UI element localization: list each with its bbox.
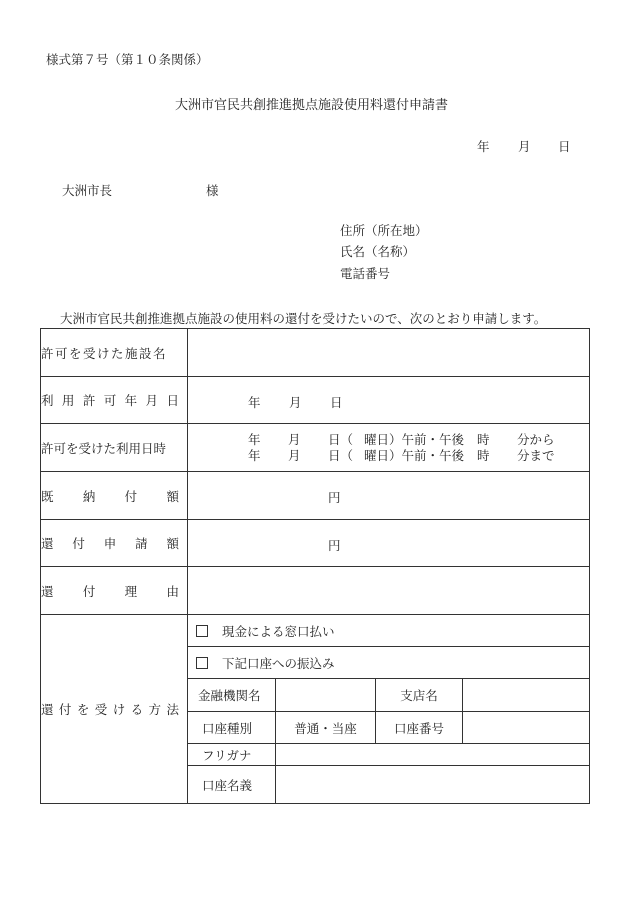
usage-to-line: 年 月 日（ 曜日）午前・午後 時 分まで	[248, 447, 555, 463]
account-number-input[interactable]	[463, 712, 590, 744]
date-month: 月	[518, 139, 531, 154]
facility-input[interactable]	[188, 329, 590, 377]
row-refund-amount	[41, 520, 590, 567]
form-title: 大洲市官民共創推進拠点施設使用料還付申請書	[175, 98, 449, 113]
permit-day: 日	[330, 395, 343, 410]
permit-year: 年	[248, 395, 261, 410]
permit-date-input[interactable]	[188, 377, 590, 424]
account-holder-label: 口座名義	[188, 766, 276, 804]
applicant-address-label: 住所（所在地）	[340, 223, 428, 238]
refund-reason-input[interactable]	[188, 567, 590, 615]
account-type-value[interactable]: 普通・当座	[276, 712, 376, 744]
option-transfer[interactable]: 下記口座への振込み	[188, 647, 590, 679]
row-method-cash	[41, 615, 590, 647]
row-usage-datetime	[41, 424, 590, 472]
applicant-name-label: 氏名（名称）	[340, 244, 416, 259]
row-paid-amount	[41, 472, 590, 520]
usage-datetime-label: 許可を受けた利用日時	[41, 424, 188, 472]
addressee-honorific: 様	[206, 183, 219, 198]
refund-amount-label: 還 付 申 請 額	[41, 520, 188, 567]
transfer-checkbox[interactable]	[196, 657, 208, 669]
paid-yen: 円	[328, 490, 341, 505]
usage-from-line: 年 月 日（ 曜日）午前・午後 時 分から	[248, 431, 555, 447]
branch-input[interactable]	[463, 679, 590, 712]
date-year: 年	[477, 139, 490, 154]
account-type-label: 口座種別	[188, 712, 276, 744]
furigana-label: フリガナ	[188, 744, 276, 766]
bank-name-input[interactable]	[276, 679, 376, 712]
account-holder-input[interactable]	[276, 766, 590, 804]
account-number-label: 口座番号	[376, 712, 463, 744]
row-facility	[41, 329, 590, 377]
statement: 大洲市官民共創推進拠点施設の使用料の還付を受けたいので、次のとおり申請します。	[60, 311, 547, 326]
applicant-phone-label: 電話番号	[340, 266, 391, 281]
cash-checkbox[interactable]	[196, 625, 208, 637]
row-refund-reason	[41, 567, 590, 615]
refund-reason-label: 還 付 理 由	[41, 567, 188, 615]
refund-amount-input[interactable]	[188, 520, 590, 567]
usage-datetime-input[interactable]	[188, 424, 590, 472]
form-number: 様式第７号（第１０条関係）	[46, 52, 209, 67]
addressee-name: 大洲市長	[62, 183, 113, 198]
bank-name-label: 金融機関名	[188, 679, 276, 712]
refund-yen: 円	[328, 538, 341, 553]
paid-amount-input[interactable]	[188, 472, 590, 520]
branch-label: 支店名	[376, 679, 463, 712]
application-table	[40, 328, 590, 804]
refund-method-label: 還 付 を 受 け る 方 法	[41, 615, 188, 804]
row-permit-date	[41, 377, 590, 424]
permit-date-label: 利 用 許 可 年 月 日	[41, 377, 188, 424]
permit-month: 月	[289, 395, 302, 410]
furigana-input[interactable]	[276, 744, 590, 766]
facility-label: 許可を受けた施設名	[41, 329, 188, 377]
paid-amount-label: 既 納 付 額	[41, 472, 188, 520]
date-day: 日	[558, 139, 571, 154]
option-cash[interactable]: 現金による窓口払い	[188, 615, 590, 647]
